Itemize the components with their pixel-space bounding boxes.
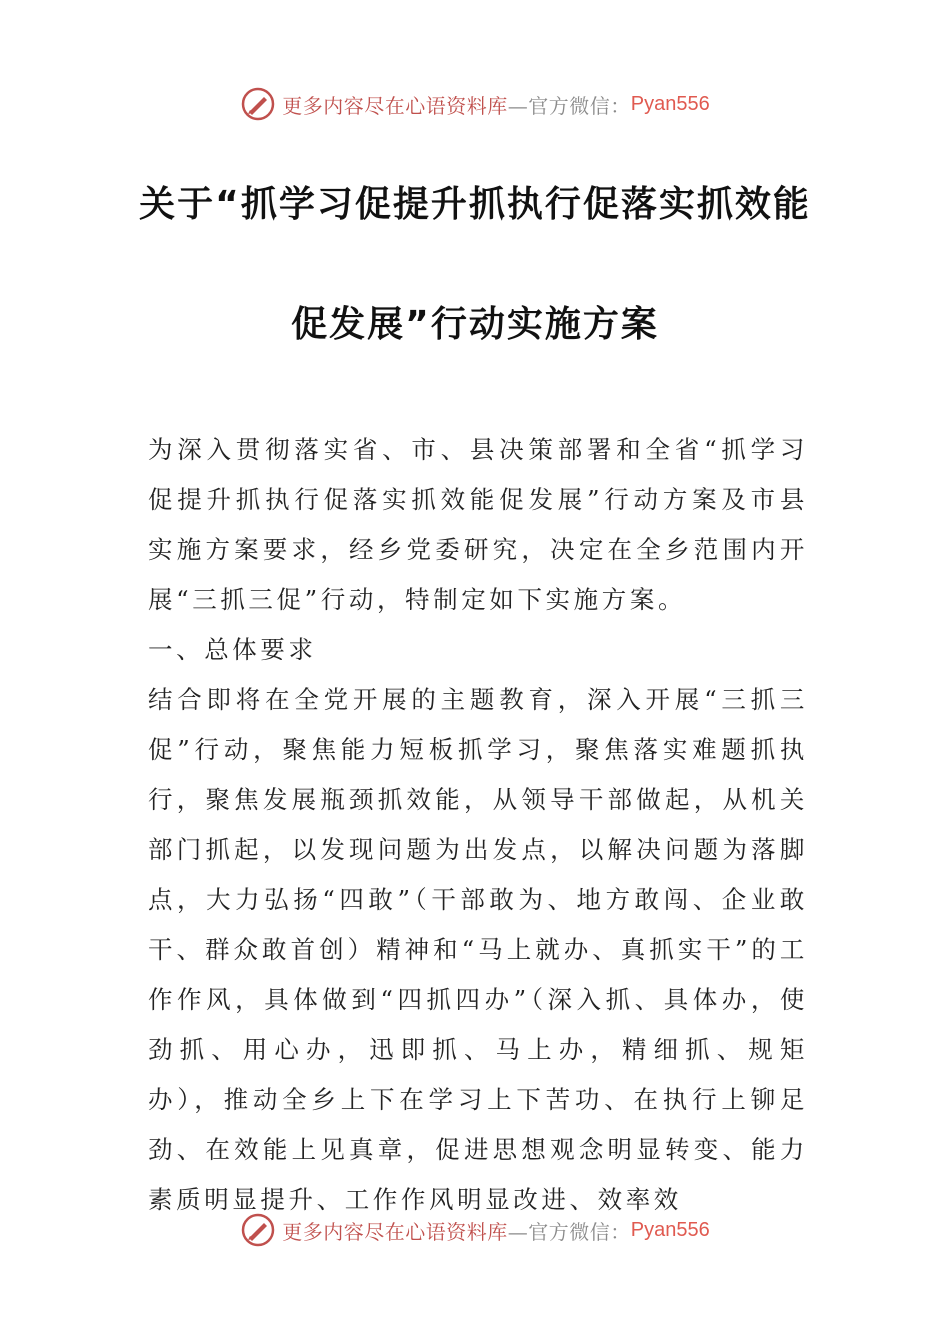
document-body <box>148 425 808 1225</box>
banner-text-main: 更多内容尽在心语资料库 <box>282 93 508 118</box>
footer-banner-wechat-id: Pyan556 <box>630 1218 710 1241</box>
banner-wechat-id: Pyan556 <box>630 92 710 115</box>
banner-text-separator: —官方微信： <box>507 93 631 118</box>
section-heading-overall-requirements: 一、总体要求 <box>148 635 317 664</box>
footer-banner <box>0 1210 950 1250</box>
footer-banner-text-separator: —官方微信： <box>507 1219 631 1244</box>
pen-logo-icon <box>240 1212 276 1248</box>
paragraph-intro: 为深入贯彻落实省、市、县决策部署和全省“抓学习促提升抓执行促落实抓效能促发展”行动方案及市县实施方案要求，经乡党委研究，决定在全乡范围内开展“三抓三促”行动，特制定如下实施方案。 <box>148 435 808 614</box>
pen-logo-icon <box>240 86 276 122</box>
footer-banner-text-main: 更多内容尽在心语资料库 <box>282 1219 508 1244</box>
header-banner <box>0 84 950 124</box>
document-title-line-1: 关于“抓学习促提升抓执行促落实抓效能 <box>139 184 811 225</box>
paragraph-overall-requirements: 结合即将在全党开展的主题教育，深入开展“三抓三促”行动，聚焦能力短板抓学习，聚焦落实难题抓执行，聚焦发展瓶颈抓效能，从领导干部做起，从机关部门抓起，以发现问题为出发点，以解决问题为落脚点，大力弘扬“四敢”（干部敢为、地方敢闯、企业敢干、群众敢首创）精神和“马上就办、真抓实干”的工作作风，具体做到“四抓四办”（深入抓、具体办，使劲抓、用心办，迅即抓、马上办，精细抓、规矩办），推动全乡上下在学习上下苦功、在执行上铆足劲、在效能上见真章，促进思想观念明显转变、能力素质明显提升、工作作风明显改进、效率效 <box>148 685 808 1214</box>
document-title-line-2: 促发展”行动实施方案 <box>291 304 659 345</box>
